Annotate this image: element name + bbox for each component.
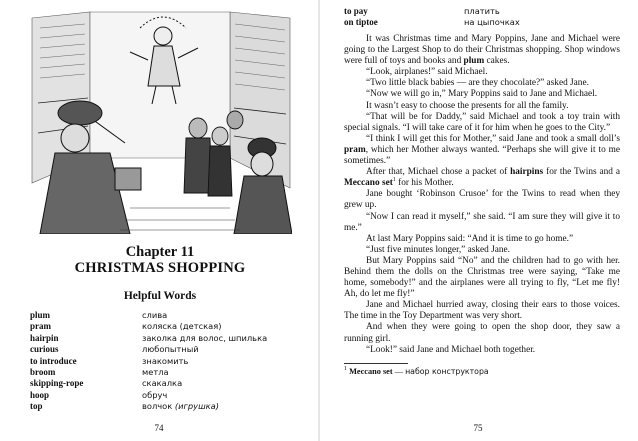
story-paragraph: [344, 256, 620, 300]
text-run: for his Mother.: [395, 178, 454, 189]
text-run: “Look, airplanes!” said Michael.: [366, 67, 488, 78]
glossary-translation-text: волчок: [142, 401, 175, 412]
word-list-translation: платить: [464, 6, 500, 16]
page-number-right: 75: [473, 423, 483, 433]
text-run: for the Twins and a: [543, 167, 620, 178]
glossary-term: skipping-rope: [30, 378, 84, 389]
story-paragraph: [344, 212, 620, 234]
text-run: But Mary Poppins said “No” and the children had to go with her. Behind them the dolls on the Christmas tree were saying, “Take me home, somebody!” and the airplanes were all trying to fly, “Let me fly! Ah, do let me fly!”: [344, 255, 620, 300]
glossary-term: broom: [30, 367, 56, 378]
story-text: [344, 34, 620, 356]
story-paragraph: [344, 34, 620, 67]
glossary-translation-text: обруч: [142, 389, 168, 400]
left-page: [0, 0, 318, 441]
story-paragraph: [344, 112, 620, 134]
text-run: , which her Mother always wanted. “Perhaps she will give it to me sometimes.”: [344, 144, 620, 167]
glossary-translation: [142, 333, 290, 344]
story-paragraph: [344, 234, 620, 245]
text-run: cakes.: [484, 56, 510, 67]
glossary-row: [30, 310, 290, 321]
footnote-rule: [344, 363, 408, 364]
text-run: And when they were going to open the shop door, they saw a running girl.: [344, 322, 620, 344]
footnote-translation: набор конструктора: [405, 366, 489, 376]
story-paragraph: [344, 345, 620, 356]
story-paragraph: [344, 322, 620, 344]
glossary-translation: [142, 310, 290, 321]
text-run: “Just five minutes longer,” asked Jane.: [366, 244, 510, 255]
word-list-row: [344, 6, 620, 17]
glossary-row: [30, 401, 290, 412]
footnote-mark: 1: [344, 365, 347, 372]
text-run: “Look!” said Jane and Michael both together.: [366, 344, 536, 355]
glossary-row: [30, 344, 290, 355]
glossary-translation: [142, 321, 290, 332]
glossary-translation: [142, 344, 290, 355]
page-number-left: 74: [154, 423, 164, 433]
christmas-shopping-illustration: [30, 8, 292, 234]
glossary-term: pram: [30, 321, 51, 332]
text-run: “I think I will get this for Mother,” said Jane and took a small doll’s: [366, 133, 620, 144]
glossary-term: top: [30, 401, 43, 412]
word-list-continued: [344, 6, 620, 28]
glossary-translation-text: коляска (детская): [142, 321, 222, 332]
story-paragraph: [344, 245, 620, 256]
glossary-translation-text: знакомить: [142, 355, 189, 366]
glossary-translation-text: слива: [142, 310, 168, 320]
text-run: “Now I can read it myself,” she said. “I am sure they will give it to me.”: [344, 211, 620, 233]
word-list-term: to pay: [344, 6, 368, 16]
footnote-separator: —: [392, 366, 406, 376]
story-paragraph: [344, 167, 620, 189]
text-run: At last Mary Poppins said: “And it is time to go home.”: [366, 233, 574, 244]
text-run: Jane and Michael hurried away, closing their ears to those voices. The time in the Toy Department was very short.: [344, 300, 620, 322]
glossary-translation-text: любопытный: [142, 344, 199, 355]
story-paragraph: [344, 134, 620, 167]
text-run: Jane bought ‘Robinson Crusoe’ for the Twins to read when they grew up.: [344, 189, 620, 211]
glossary-term: hairpin: [30, 332, 59, 343]
text-run: “Now we will go in,” Mary Poppins said to Jane and Michael.: [366, 89, 598, 100]
glossary-term: plum: [30, 310, 51, 320]
chapter-number: Chapter 11: [125, 244, 195, 260]
glossary-translation: [142, 401, 290, 412]
text-run: After that, Michael chose a packet of: [366, 167, 511, 178]
story-paragraph: [344, 101, 620, 112]
glossary-row: [30, 390, 290, 401]
text-run: It was Christmas time and Mary Poppins, Jane and Michael were going to the Largest Shop to do their Christmas shopping. Shop windows were full of toys and books and: [344, 34, 620, 67]
glossary-translation-note: (игрушка): [174, 401, 219, 412]
chapter-title: CHRISTMAS SHOPPING: [74, 260, 246, 276]
text-run: It wasn’t easy to choose the presents for all the family.: [366, 100, 569, 111]
glossary-table: [30, 310, 290, 413]
glossary-translation-text: скакалка: [142, 378, 183, 389]
vocabulary-word: hairpins: [510, 167, 544, 178]
story-paragraph: [344, 89, 620, 100]
story-paragraph: [344, 300, 620, 322]
glossary-translation: [142, 390, 290, 401]
glossary-translation: [142, 378, 290, 389]
footnote-term: Meccano set: [349, 366, 393, 376]
word-list-term: on tiptoe: [344, 17, 378, 27]
glossary-term: hoop: [30, 389, 50, 400]
helpful-words-heading: Helpful Words: [123, 290, 197, 302]
vocabulary-word: Meccano set: [344, 178, 393, 189]
text-run: “That will be for Daddy,” said Michael and took a toy train with special signals. “I will take care of it for him when he goes to the City.”: [344, 111, 620, 133]
glossary-term: curious: [30, 344, 59, 355]
vocabulary-word: plum: [463, 56, 485, 67]
glossary-row: [30, 356, 290, 367]
story-paragraph: [344, 67, 620, 78]
right-page: [318, 0, 638, 441]
glossary-translation-text: заколка для волос, шпилька: [142, 332, 268, 343]
footnote: [344, 367, 620, 377]
glossary-row: [30, 378, 290, 389]
text-run: “Two little black babies — are they chocolate?” asked Jane.: [366, 78, 589, 89]
glossary-row: [30, 321, 290, 332]
story-paragraph: [344, 189, 620, 211]
glossary-term: to introduce: [30, 355, 77, 366]
glossary-row: [30, 333, 290, 344]
glossary-translation: [142, 367, 290, 378]
glossary-translation: [142, 356, 290, 367]
footnote-reference: 1: [392, 177, 396, 184]
word-list-translation: на цыпочках: [464, 17, 520, 27]
glossary-row: [30, 367, 290, 378]
word-list-row: [344, 17, 620, 28]
vocabulary-word: pram: [344, 144, 366, 155]
story-paragraph: [344, 78, 620, 89]
glossary-translation-text: метла: [142, 367, 169, 378]
